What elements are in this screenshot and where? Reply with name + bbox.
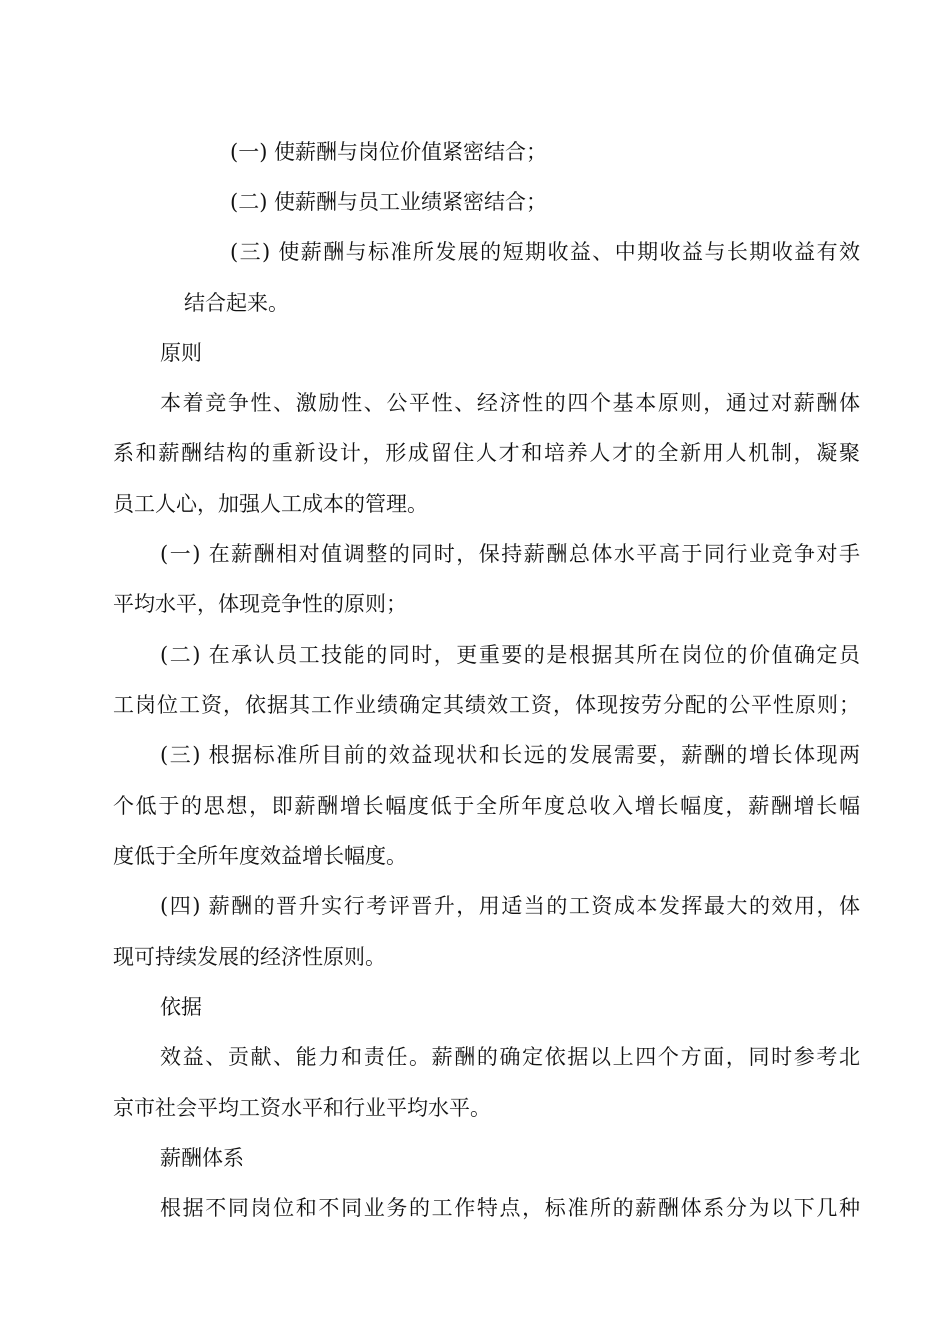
principle-4-line-1: (四) 薪酬的晋升实行考评晋升，用适当的工资成本发挥最大的效用，体 [160,894,860,918]
principle-3-line-1: (三) 根据标准所目前的效益现状和长远的发展需要，薪酬的增长体现两 [160,743,860,767]
principle-2-line-1: (二) 在承认员工技能的同时，更重要的是根据其所在岗位的价值确定员 [160,643,860,667]
principles-intro-line-1: 本着竞争性、激励性、公平性、经济性的四个基本原则，通过对薪酬体 [160,391,860,415]
principles-heading: 原则 [160,341,202,365]
system-line-1: 根据不同岗位和不同业务的工作特点，标准所的薪酬体系分为以下几种 [160,1196,860,1220]
principles-intro-line-2: 系和薪酬结构的重新设计，形成留住人才和培养人才的全新用人机制，凝聚 [113,441,860,465]
principle-2-line-2: 工岗位工资，依据其工作业绩确定其绩效工资，体现按劳分配的公平性原则； [113,693,860,717]
system-heading: 薪酬体系 [160,1146,244,1170]
goal-item-2: (二) 使薪酬与员工业绩紧密结合； [230,190,548,214]
goal-item-3-line-2: 结合起来。 [184,291,289,315]
principle-4-line-2: 现可持续发展的经济性原则。 [113,945,386,969]
basis-heading: 依据 [160,995,202,1019]
goal-item-3-line-1: (三) 使薪酬与标准所发展的短期收益、中期收益与长期收益有效 [230,240,860,264]
basis-line-1: 效益、贡献、能力和责任。薪酬的确定依据以上四个方面，同时参考北 [160,1045,860,1069]
principle-1-line-1: (一) 在薪酬相对值调整的同时，保持薪酬总体水平高于同行业竞争对手 [160,542,860,566]
principle-1-line-2: 平均水平，体现竞争性的原则； [113,592,407,616]
principle-3-line-3: 度低于全所年度效益增长幅度。 [113,844,407,868]
principles-intro-line-3: 员工人心，加强人工成本的管理。 [113,492,428,516]
basis-line-2: 京市社会平均工资水平和行业平均水平。 [113,1096,491,1120]
principle-3-line-2: 个低于的思想，即薪酬增长幅度低于全所年度总收入增长幅度，薪酬增长幅 [113,794,860,818]
goal-item-1: (一) 使薪酬与岗位价值紧密结合； [230,140,548,164]
